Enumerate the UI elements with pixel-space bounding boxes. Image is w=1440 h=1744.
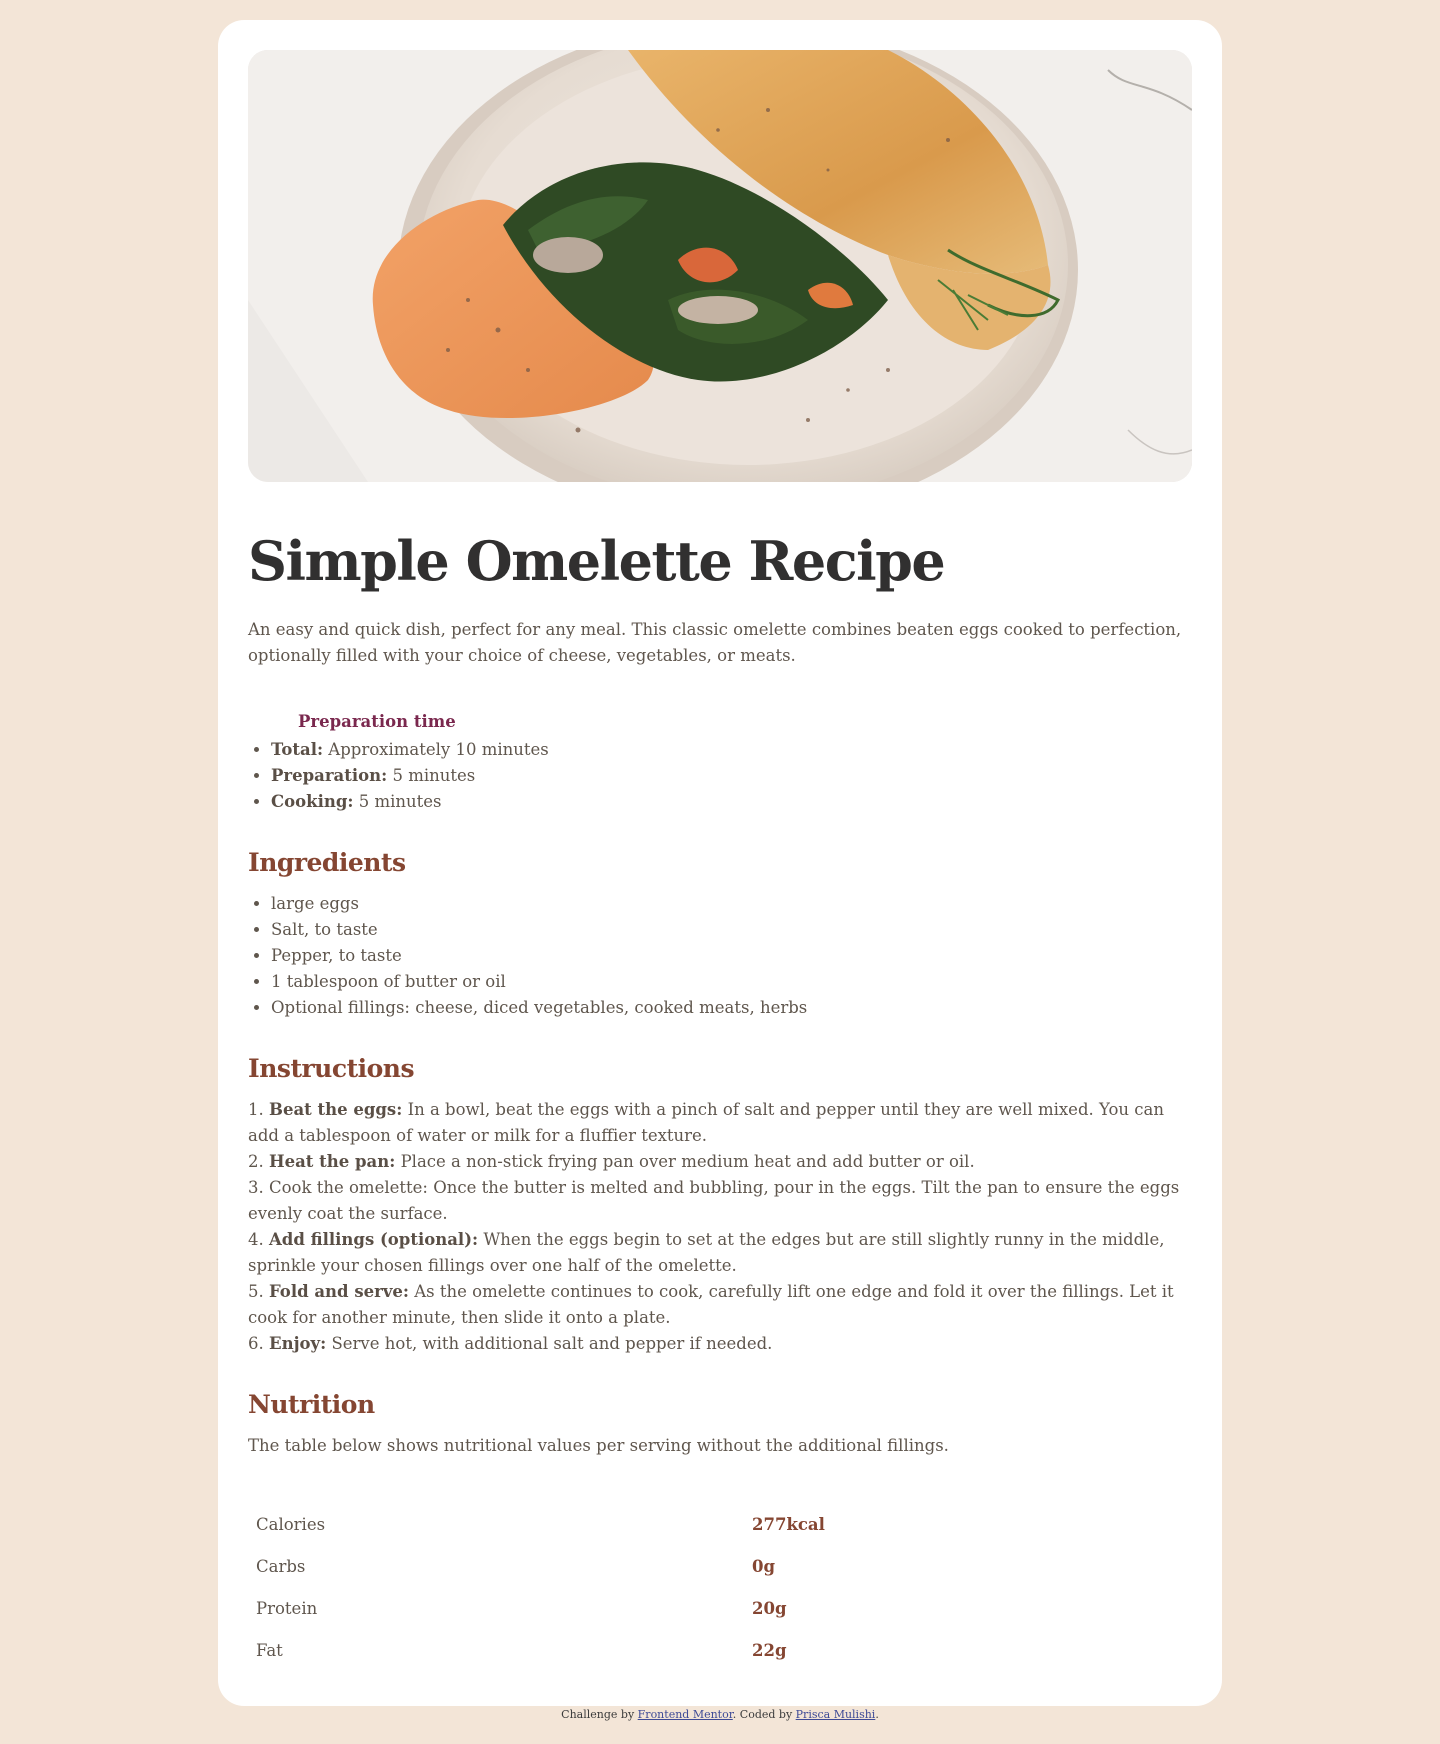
nutrition-label: Calories [256,1514,326,1534]
step-text: When the eggs begin to set at the edges but are still slightly runny in the middle, sprinkle your chosen fillings over one half of the omelette. [248,1230,1165,1276]
instructions-heading: Instructions [248,1054,415,1084]
preparation-box [248,709,1192,815]
page-title: Simple Omelette Recipe [248,529,945,593]
step-text: Cook the omelette: Once the butter is melted and bubbling, pour in the eggs. Tilt the pan to ensure the eggs evenly coat the surface. [248,1178,1180,1224]
list-item [271,737,1192,763]
step-text: In a bowl, beat the eggs with a pinch of salt and pepper until they are well mixed. You can add a tablespoon of water or milk for a fluffier texture. [248,1100,1164,1146]
list-item: • 1 tablespoon of butter or oil [271,969,1192,995]
step-number: 4. [248,1230,269,1250]
nutrition-label: Protein [256,1598,318,1618]
omelette-image-illustration [248,50,1192,482]
list-item: • Salt, to taste [271,917,1192,943]
prep-label: Preparation: [271,766,388,786]
nutrition-note: The table below shows nutritional values per serving without the additional fillings. [248,1436,949,1456]
footer-middle: . Coded by [732,1708,796,1721]
nutrition-value: 22g [752,1640,787,1660]
nutrition-heading: Nutrition [248,1390,375,1420]
nutrition-label: Fat [256,1640,283,1660]
instruction-step [248,1331,1192,1357]
prep-label: Cooking: [271,792,354,812]
instruction-step [248,1227,1192,1279]
instruction-step [248,1279,1192,1331]
author-link[interactable]: Prisca Mulishi [795,1708,876,1721]
step-number: 1. [248,1100,269,1120]
nutrition-value: 20g [752,1598,787,1618]
step-text: As the omelette continues to cook, carefully lift one edge and fold it over the fillings. Let it cook for another minute, then slide it onto a plate. [248,1282,1174,1328]
recipe-intro: An easy and quick dish, perfect for any meal. This classic omelette combines beaten eggs cooked to perfection, optionally filled with your choice of cheese, vegetables, or meats. [248,620,1182,666]
nutrition-value: 277kcal [752,1514,825,1534]
list-item [271,789,1192,815]
table-row [248,1587,1192,1629]
preparation-list [248,737,1192,815]
preparation-heading: Preparation time [298,712,456,732]
table-row [248,1545,1192,1587]
list-item: • Optional fillings: cheese, diced vegetables, cooked meats, herbs [271,995,1192,1021]
ingredients-heading: Ingredients [248,848,406,878]
list-item: • large eggs [271,891,1192,917]
step-label: Fold and serve: [269,1282,409,1302]
step-text: Place a non-stick frying pan over medium heat and add butter or oil. [395,1152,975,1172]
list-item [271,763,1192,789]
recipe-card [218,20,1222,1706]
step-number: 5. [248,1282,269,1302]
footer-prefix: Challenge by [561,1708,638,1721]
list-item: • Pepper, to taste [271,943,1192,969]
table-row [248,1629,1192,1671]
prep-value: 5 minutes [353,792,442,812]
step-label: Heat the pan: [269,1152,396,1172]
hero-image [248,50,1192,482]
instruction-step [248,1097,1192,1149]
prep-value: 5 minutes [387,766,476,786]
step-number: 2. [248,1152,269,1172]
nutrition-label: Carbs [256,1556,306,1576]
nutrition-value: 0g [752,1556,776,1576]
step-label: Enjoy: [269,1334,327,1354]
nutrition-table [248,1503,1192,1671]
footer-suffix: . [875,1708,879,1721]
frontend-mentor-link[interactable]: Frontend Mentor [637,1708,733,1721]
instruction-step [248,1175,1192,1227]
prep-value: Approximately 10 minutes [323,740,549,760]
attribution-footer [0,1708,1440,1721]
instructions-list [248,1097,1192,1357]
instruction-step [248,1149,1192,1175]
ingredients-list [248,891,1192,1021]
step-number: 6. [248,1334,269,1354]
prep-label: Total: [271,740,324,760]
step-label: Add fillings (optional): [269,1230,479,1250]
table-row [248,1503,1192,1545]
step-number: 3. [248,1178,269,1198]
step-text: Serve hot, with additional salt and pepper if needed. [326,1334,773,1354]
step-label: Beat the eggs: [269,1100,403,1120]
